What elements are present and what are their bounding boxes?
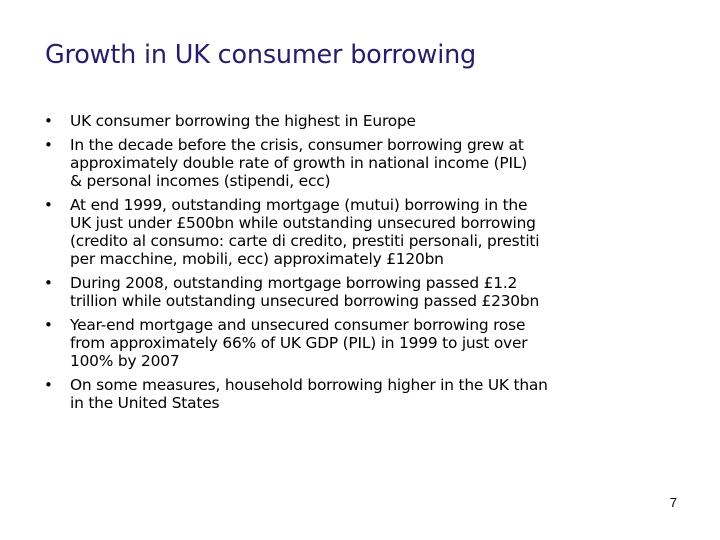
bullet-line: Year-end mortgage and unsecured consumer borrowing rose [70, 316, 526, 335]
bullet-line: 100% by 2007 [70, 352, 180, 371]
bullet-line: from approximately 66% of UK GDP (PIL) in 1999 to just over [70, 334, 528, 353]
bullet-text [70, 376, 684, 412]
bullet-item [44, 274, 684, 310]
bullet-line: (credito al consumo: carte di credito, prestiti personali, prestiti [70, 232, 540, 251]
bullet-text [70, 112, 684, 130]
bullet-line: & personal incomes (stipendi, ecc) [70, 172, 331, 191]
bullet-line: UK just under £500bn while outstanding unsecured borrowing [70, 214, 536, 233]
bullet-item [44, 136, 684, 191]
bullet-icon: • [44, 112, 53, 130]
bullet-text [70, 136, 684, 191]
bullet-line: trillion while outstanding unsecured borrowing passed £230bn [70, 292, 540, 311]
bullet-text [70, 316, 684, 371]
bullet-item [44, 196, 684, 269]
bullet-line: UK consumer borrowing the highest in Europe [70, 112, 416, 130]
bullet-icon: • [44, 135, 53, 154]
bullet-text [70, 274, 684, 310]
bullet-line: On some measures, household borrowing higher in the UK than [70, 376, 548, 395]
bullet-icon: • [44, 274, 53, 293]
slide-title: Growth in UK consumer borrowing [45, 40, 477, 70]
page-number: 7 [669, 495, 677, 510]
bullet-item [44, 112, 684, 130]
bullet-icon: • [44, 195, 53, 214]
bullet-line: approximately double rate of growth in national income (PIL) [70, 153, 528, 172]
bullet-line: At end 1999, outstanding mortgage (mutui) borrowing in the [70, 195, 528, 214]
bullet-item [44, 316, 684, 371]
bullet-line: In the decade before the crisis, consumer borrowing grew at [70, 135, 524, 154]
bullet-icon: • [44, 316, 53, 335]
bullet-text [70, 196, 684, 269]
bullet-icon: • [44, 376, 53, 395]
bullet-line: per macchine, mobili, ecc) approximately £120bn [70, 250, 444, 269]
bullet-line: During 2008, outstanding mortgage borrowing passed £1.2 [70, 274, 518, 293]
bullet-line: in the United States [70, 394, 220, 413]
bullet-list [44, 112, 684, 418]
bullet-item [44, 376, 684, 412]
